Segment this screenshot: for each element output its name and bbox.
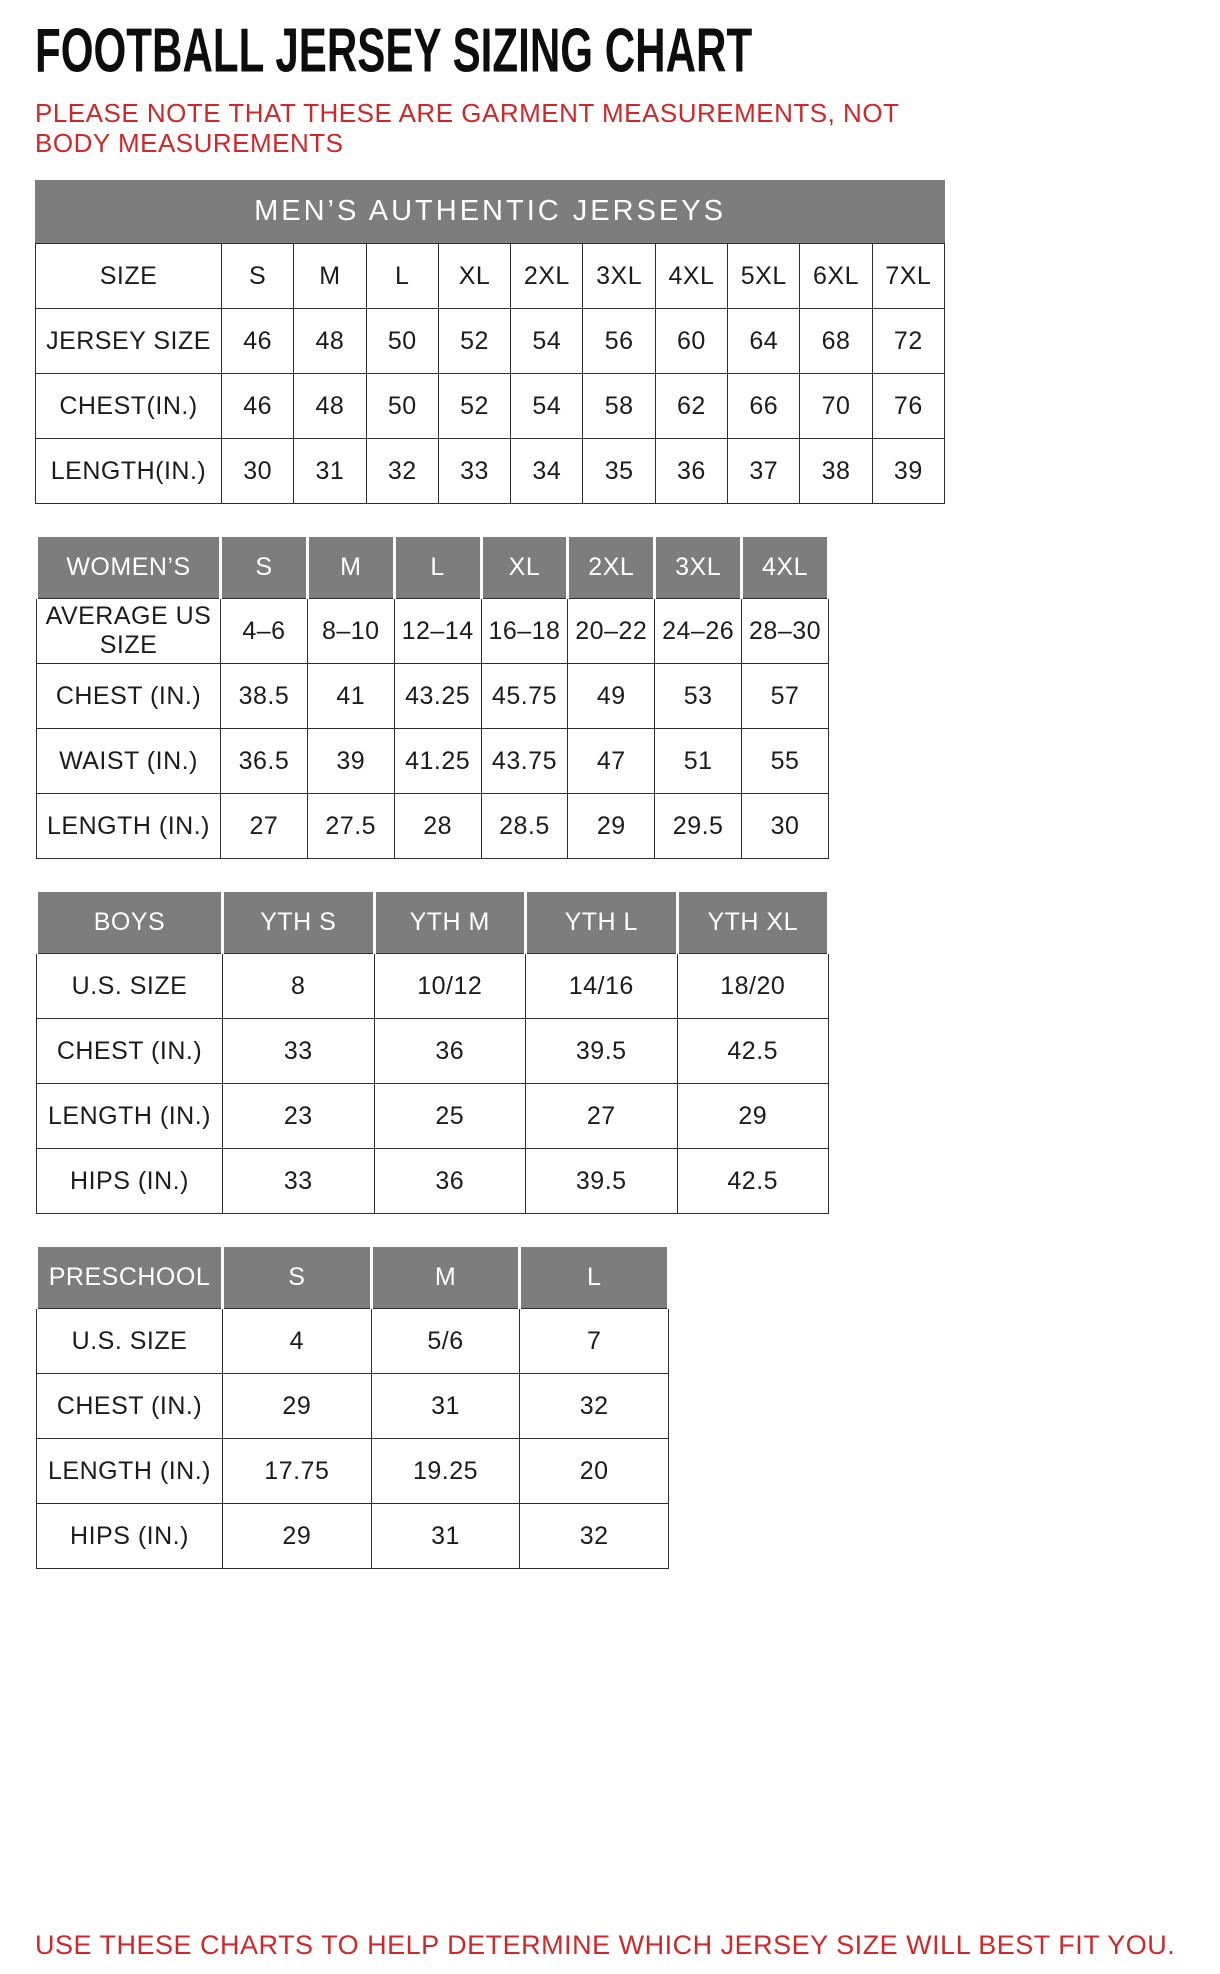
cell-value: 29 <box>223 1374 372 1439</box>
cell-value: 60 <box>655 309 727 374</box>
size-column-header: 2XL <box>511 244 583 309</box>
row-label: CHEST (IN.) <box>37 1374 223 1439</box>
page-title: FOOTBALL JERSEY SIZING CHART <box>35 17 753 86</box>
cell-value: 25 <box>374 1084 526 1149</box>
cell-value: 42.5 <box>677 1019 829 1084</box>
mens-table-grid <box>35 243 945 504</box>
table-row <box>37 664 829 729</box>
cell-value: 33 <box>223 1019 375 1084</box>
size-column-header: 3XL <box>583 244 655 309</box>
table-row <box>36 439 945 504</box>
womens-jerseys-section <box>35 534 1185 859</box>
size-column-header: XL <box>481 536 568 599</box>
size-column-header: S <box>222 244 294 309</box>
table-header-row <box>37 536 829 599</box>
cell-value: 10/12 <box>374 954 526 1019</box>
row-label: U.S. SIZE <box>37 954 223 1019</box>
row-label: LENGTH (IN.) <box>37 1084 223 1149</box>
cell-value: 28 <box>394 794 481 859</box>
cell-value: 54 <box>511 374 583 439</box>
table-row <box>37 794 829 859</box>
cell-value: 36 <box>374 1149 526 1214</box>
table-row <box>37 1084 829 1149</box>
cell-value: 55 <box>742 729 829 794</box>
cell-value: 29 <box>677 1084 829 1149</box>
size-column-header: XL <box>438 244 510 309</box>
size-column-header: 2XL <box>568 536 655 599</box>
table-header-row <box>37 891 829 954</box>
cell-value: 49 <box>568 664 655 729</box>
cell-value: 53 <box>655 664 742 729</box>
row-label: CHEST (IN.) <box>37 664 221 729</box>
size-column-header: YTH S <box>223 891 375 954</box>
size-column-header: 3XL <box>655 536 742 599</box>
boys-sizing-table <box>35 889 1185 1214</box>
cell-value: 50 <box>366 309 438 374</box>
cell-value: 28.5 <box>481 794 568 859</box>
cell-value: 38.5 <box>221 664 308 729</box>
cell-value: 36 <box>655 439 727 504</box>
table-row <box>37 1374 669 1439</box>
row-label: LENGTH(IN.) <box>36 439 222 504</box>
cell-value: 16–18 <box>481 599 568 664</box>
cell-value: 31 <box>294 439 366 504</box>
boys-table-grid <box>35 889 830 1214</box>
cell-value: 39 <box>307 729 394 794</box>
cell-value: 32 <box>520 1504 669 1569</box>
cell-value: 30 <box>742 794 829 859</box>
table-row <box>36 374 945 439</box>
cell-value: 29 <box>223 1504 372 1569</box>
cell-value: 31 <box>371 1374 520 1439</box>
cell-value: 8–10 <box>307 599 394 664</box>
chart-usage-footer: USE THESE CHARTS TO HELP DETERMINE WHICH JERSEY SIZE WILL BEST FIT YOU. <box>35 1930 1176 1960</box>
cell-value: 29 <box>568 794 655 859</box>
cell-value: 38 <box>800 439 872 504</box>
size-column-header: L <box>394 536 481 599</box>
table-row <box>37 729 829 794</box>
row-label: U.S. SIZE <box>37 1309 223 1374</box>
cell-value: 32 <box>520 1374 669 1439</box>
cell-value: 72 <box>872 309 944 374</box>
table-row <box>37 1149 829 1214</box>
womens-table-grid <box>35 534 830 859</box>
row-label: LENGTH (IN.) <box>37 1439 223 1504</box>
cell-value: 48 <box>294 309 366 374</box>
cell-value: 34 <box>511 439 583 504</box>
cell-value: 12–14 <box>394 599 481 664</box>
cell-value: 50 <box>366 374 438 439</box>
cell-value: 45.75 <box>481 664 568 729</box>
preschool-table-grid <box>35 1244 670 1569</box>
cell-value: 52 <box>438 374 510 439</box>
size-column-header: M <box>307 536 394 599</box>
cell-value: 51 <box>655 729 742 794</box>
row-label: LENGTH (IN.) <box>37 794 221 859</box>
size-column-header: YTH M <box>374 891 526 954</box>
table-header-row <box>37 1246 669 1309</box>
cell-value: 27 <box>221 794 308 859</box>
table-row <box>37 1504 669 1569</box>
womens-sizing-table <box>35 534 1185 859</box>
table-row <box>37 954 829 1019</box>
cell-value: 23 <box>223 1084 375 1149</box>
cell-value: 33 <box>438 439 510 504</box>
size-column-header: L <box>366 244 438 309</box>
cell-value: 46 <box>222 309 294 374</box>
cell-value: 41 <box>307 664 394 729</box>
size-column-header: 4XL <box>655 244 727 309</box>
row-label: HIPS (IN.) <box>37 1504 223 1569</box>
size-column-header: YTH XL <box>677 891 829 954</box>
cell-value: 68 <box>800 309 872 374</box>
cell-value: 33 <box>223 1149 375 1214</box>
size-column-header: 7XL <box>872 244 944 309</box>
size-column-header: 4XL <box>742 536 829 599</box>
size-column-header: M <box>294 244 366 309</box>
row-label: CHEST (IN.) <box>37 1019 223 1084</box>
cell-value: 18/20 <box>677 954 829 1019</box>
row-label: JERSEY SIZE <box>36 309 222 374</box>
cell-value: 28–30 <box>742 599 829 664</box>
cell-value: 41.25 <box>394 729 481 794</box>
table-header-row <box>36 244 945 309</box>
table-row <box>37 599 829 664</box>
preschool-jerseys-section <box>35 1244 1185 1569</box>
row-label: AVERAGE US SIZE <box>37 599 221 664</box>
cell-value: 43.25 <box>394 664 481 729</box>
cell-value: 5/6 <box>371 1309 520 1374</box>
row-label: HIPS (IN.) <box>37 1149 223 1214</box>
cell-value: 24–26 <box>655 599 742 664</box>
cell-value: 39 <box>872 439 944 504</box>
row-label-header: SIZE <box>36 244 222 309</box>
cell-value: 47 <box>568 729 655 794</box>
cell-value: 36.5 <box>221 729 308 794</box>
cell-value: 62 <box>655 374 727 439</box>
cell-value: 57 <box>742 664 829 729</box>
cell-value: 4 <box>223 1309 372 1374</box>
cell-value: 7 <box>520 1309 669 1374</box>
size-column-header: S <box>221 536 308 599</box>
cell-value: 46 <box>222 374 294 439</box>
cell-value: 76 <box>872 374 944 439</box>
cell-value: 27.5 <box>307 794 394 859</box>
preschool-sizing-table <box>35 1244 1185 1569</box>
mens-table-banner: MEN’S AUTHENTIC JERSEYS <box>35 180 945 243</box>
cell-value: 39.5 <box>526 1019 678 1084</box>
cell-value: 66 <box>728 374 800 439</box>
mens-sizing-table <box>35 243 1185 504</box>
cell-value: 19.25 <box>371 1439 520 1504</box>
cell-value: 14/16 <box>526 954 678 1019</box>
cell-value: 8 <box>223 954 375 1019</box>
cell-value: 20–22 <box>568 599 655 664</box>
size-column-header: 5XL <box>728 244 800 309</box>
cell-value: 31 <box>371 1504 520 1569</box>
cell-value: 29.5 <box>655 794 742 859</box>
garment-measurement-note: PLEASE NOTE THAT THESE ARE GARMENT MEASUREMENTS, NOT BODY MEASUREMENTS <box>35 98 899 158</box>
row-label: CHEST(IN.) <box>36 374 222 439</box>
size-column-header: M <box>371 1246 520 1309</box>
cell-value: 43.75 <box>481 729 568 794</box>
title-wrap <box>35 16 1185 96</box>
row-label-header: WOMEN’S <box>37 536 221 599</box>
table-row <box>36 309 945 374</box>
table-row <box>37 1019 829 1084</box>
mens-jerseys-section <box>35 180 1185 504</box>
cell-value: 35 <box>583 439 655 504</box>
cell-value: 30 <box>222 439 294 504</box>
size-column-header: S <box>223 1246 372 1309</box>
row-label-header: BOYS <box>37 891 223 954</box>
cell-value: 56 <box>583 309 655 374</box>
cell-value: 58 <box>583 374 655 439</box>
cell-value: 17.75 <box>223 1439 372 1504</box>
cell-value: 48 <box>294 374 366 439</box>
table-row <box>37 1439 669 1504</box>
cell-value: 52 <box>438 309 510 374</box>
cell-value: 42.5 <box>677 1149 829 1214</box>
cell-value: 36 <box>374 1019 526 1084</box>
cell-value: 20 <box>520 1439 669 1504</box>
cell-value: 70 <box>800 374 872 439</box>
table-row <box>37 1309 669 1374</box>
cell-value: 32 <box>366 439 438 504</box>
size-column-header: YTH L <box>526 891 678 954</box>
cell-value: 39.5 <box>526 1149 678 1214</box>
cell-value: 27 <box>526 1084 678 1149</box>
size-column-header: 6XL <box>800 244 872 309</box>
cell-value: 37 <box>728 439 800 504</box>
cell-value: 64 <box>728 309 800 374</box>
row-label: WAIST (IN.) <box>37 729 221 794</box>
cell-value: 4–6 <box>221 599 308 664</box>
row-label-header: PRESCHOOL <box>37 1246 223 1309</box>
size-column-header: L <box>520 1246 669 1309</box>
cell-value: 54 <box>511 309 583 374</box>
boys-jerseys-section <box>35 889 1185 1214</box>
